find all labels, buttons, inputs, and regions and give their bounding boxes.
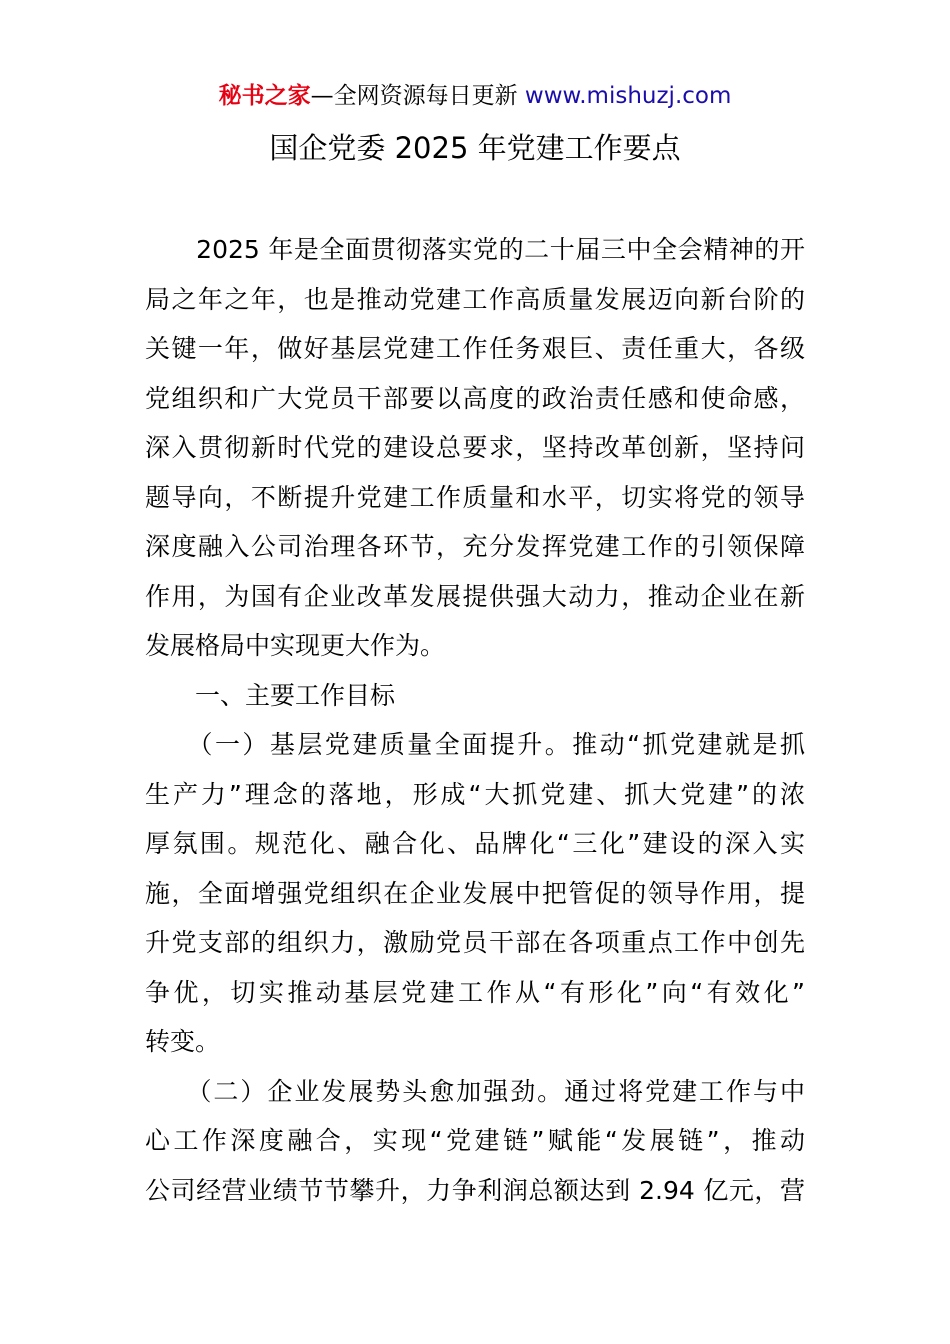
body-line: 转变。 <box>145 1027 221 1056</box>
body-line: 争优，切实推动基层党建工作从“有形化”向“有效化” <box>145 977 805 1007</box>
body-line: 厚氛围。规范化、融合化、品牌化“三化”建设的深入实 <box>145 829 805 858</box>
body-line: 2025 年是全面贯彻落实党的二十届三中全会精神的开 <box>145 235 805 264</box>
body-line: 施，全面增强党组织在企业发展中把管促的领导作用，提 <box>145 878 805 908</box>
body-line: 深度融入公司治理各环节，充分发挥党建工作的引领保障 <box>145 532 805 561</box>
body-line: 题导向，不断提升党建工作质量和水平，切实将党的领导 <box>145 482 805 512</box>
body-line: 作用，为国有企业改革发展提供强大动力，推动企业在新 <box>145 581 805 611</box>
body-line: 关键一年，做好基层党建工作任务艰巨、责任重大，各级 <box>145 334 805 363</box>
body-line: 局之年之年，也是推动党建工作高质量发展迈向新台阶的 <box>145 284 805 314</box>
body-line: 发展格局中实现更大作为。 <box>145 631 446 660</box>
body-line: 心工作深度融合，实现“党建链”赋能“发展链”，推动 <box>145 1126 805 1155</box>
body-line: 生产力”理念的落地，形成“大抓党建、抓大党建”的浓 <box>145 779 805 809</box>
body-line: （二）企业发展势头愈加强劲。通过将党建工作与中 <box>145 1076 805 1106</box>
body-line: 深入贯彻新时代党的建设总要求，坚持改革创新，坚持问 <box>145 433 805 462</box>
site-brand: 秘书之家 <box>218 83 311 109</box>
body-line: 升党支部的组织力，激励党员干部在各项重点工作中创先 <box>145 928 805 957</box>
body-line: 一、主要工作目标 <box>145 680 396 710</box>
body-line: 公司经营业绩节节攀升，力争利润总额达到 2.94 亿元，营 <box>145 1175 805 1205</box>
document-body <box>145 225 805 1215</box>
site-tagline: —全网资源每日更新 <box>310 83 525 109</box>
site-header <box>0 80 950 112</box>
site-url-link[interactable]: www.mishuzj.com <box>524 83 732 109</box>
body-line: （一）基层党建质量全面提升。推动“抓党建就是抓 <box>145 730 805 759</box>
document-title: 国企党委 2025 年党建工作要点 <box>269 131 681 165</box>
body-line: 党组织和广大党员干部要以高度的政治责任感和使命感， <box>145 383 805 413</box>
